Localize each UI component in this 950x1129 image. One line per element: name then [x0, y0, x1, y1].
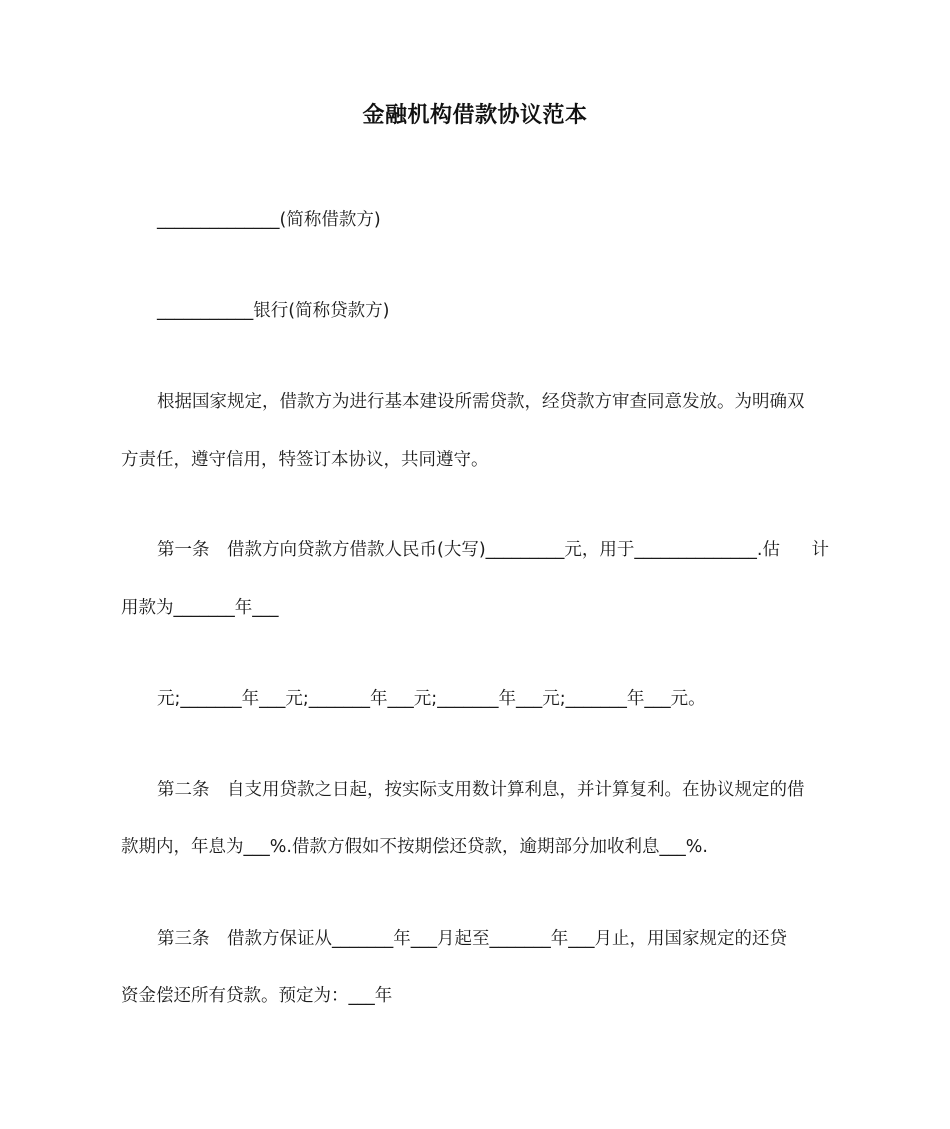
document-title: 金融机构借款协议范本: [362, 103, 588, 128]
lender-party-line: ___________银行(简称贷款方): [157, 301, 390, 321]
article1-line-1: [157, 537, 829, 563]
article3-line-2: 资金偿还所有贷款。预定为：___年: [121, 986, 393, 1006]
article3-line-1: 第三条 借款方保证从_______年___月起至_______年___月止，用国家规定的还贷: [157, 929, 787, 949]
article1-line-1-tail: 计: [811, 540, 829, 560]
preamble-line-1: 根据国家规定，借款方为进行基本建设所需贷款，经贷款方审查同意发放。为明确双: [157, 392, 805, 412]
borrower-party-line: ______________(简称借款方): [157, 210, 381, 230]
article2-line-2: 款期内，年息为___%.借款方假如不按期偿还贷款，逾期部分加收利息___%.: [121, 837, 708, 857]
article1-line-2: 用款为_______年___: [121, 598, 279, 618]
preamble-line-2: 方责任，遵守信用，特签订本协议，共同遵守。: [121, 450, 489, 470]
article1-line-3: 元;_______年___元;_______年___元;_______年___元;_______年___元。: [157, 689, 706, 709]
article1-line-1-text: 第一条 借款方向贷款方借款人民币(大写)_________元，用于______________.估: [157, 540, 780, 560]
article2-line-1: 第二条 自支用贷款之日起，按实际支用数计算利息，并计算复利。在协议规定的借: [157, 780, 805, 800]
